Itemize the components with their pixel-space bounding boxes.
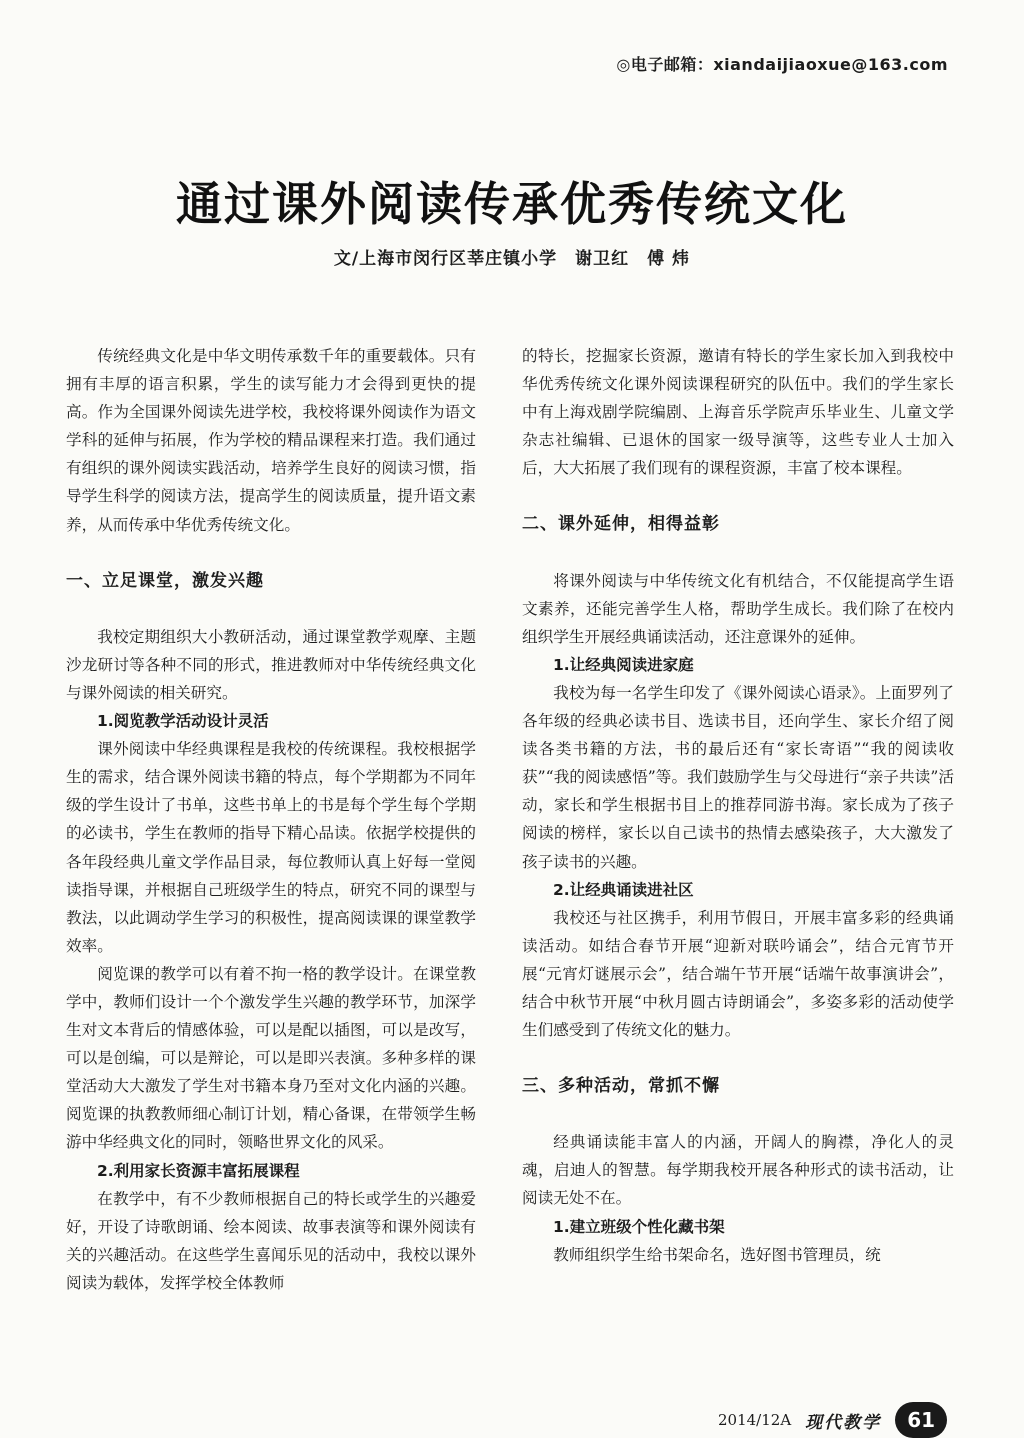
issue-label: 2014/12A [718,1411,792,1429]
right-column [522,342,954,1269]
paragraph: 传统经典文化是中华文明传承数千年的重要载体。只有拥有丰厚的语言积累，学生的读写能力才会得到更快的提高。作为全国课外阅读先进学校，我校将课外阅读作为语文学科的延伸与拓展，作为学校的精品课程来打造。我们通过有组织的课外阅读实践活动，培养学生良好的阅读习惯，指导学生科学的阅读方法，提高学生的阅读质量，提升语文素养，从而传承中华优秀传统文化。 [66,347,476,534]
section-heading: 二、课外延伸，相得益彰 [522,514,720,535]
subsection-heading: 1.阅览教学活动设计灵活 [97,712,269,731]
subsection-heading: 1.建立班级个性化藏书架 [553,1217,725,1236]
paragraph: 阅览课的教学可以有着不拘一格的教学设计。在课堂教学中，教师们设计一个个激发学生兴趣的教学环节，加深学生对文本背后的情感体验，可以是配以插图，可以是改写，可以是创编，可以是辩论，可以是即兴表演。多种多样的课堂活动大大激发了学生对书籍本身乃至对文化内涵的兴趣。阅览课的执教教师细心制订计划，精心备课，在带领学生畅游中华经典文化的同时，领略世界文化的风采。 [66,964,476,1152]
subsection-heading: 2.让经典诵读进社区 [553,880,694,899]
paragraph: 的特长，挖掘家长资源，邀请有特长的学生家长加入到我校中华优秀传统文化课外阅读课程研究的队伍中。我们的学生家长中有上海戏剧学院编剧、上海音乐学院声乐毕业生、儿童文学杂志社编辑、已退休的国家一级导演等，这些专业人士加入后，大大拓展了我们现有的课程资源，丰富了校本课程。 [522,347,954,478]
paragraph: 我校还与社区携手，利用节假日，开展丰富多彩的经典诵读活动。如结合春节开展“迎新对联吟诵会”，结合元宵节开展“元宵灯谜展示会”，结合端午节开展“话端午故事演讲会”，结合中秋节开展“中秋月圆古诗朗诵会”，多姿多彩的活动使学生们感受到了传统文化的魅力。 [522,908,954,1040]
paragraph: 课外阅读中华经典课程是我校的传统课程。我校根据学生的需求，结合课外阅读书籍的特点，每个学期都为不同年级的学生设计了书单，这些书单上的书是每个学生每个学期的必读书，学生在教师的指导下精心品读。依据学校提供的各年段经典儿童文学作品目录，每位教师认真上好每一堂阅读指导课，并根据自己班级学生的特点，研究不同的课型与教法，以此调动学生学习的积极性，提高阅读课的课堂教学效率。 [66,740,476,955]
journal-name: 现代教学 [805,1412,882,1433]
section-heading: 一、立足课堂，激发兴趣 [66,570,264,591]
article-title: 通过课外阅读传承优秀传统文化 [176,177,848,231]
page-number: 61 [895,1402,947,1438]
paragraph: 我校定期组织大小教研活动，通过课堂教学观摩、主题沙龙研讨等各种不同的形式，推进教师对中华传统经典文化与课外阅读的相关研究。 [66,627,476,702]
paragraph: 经典诵读能丰富人的内涵，开阔人的胸襟，净化人的灵魂，启迪人的智慧。每学期我校开展各种形式的读书活动，让阅读无处不在。 [522,1133,954,1208]
paragraph: 在教学中，有不少教师根据自己的特长或学生的兴趣爱好，开设了诗歌朗诵、绘本阅读、故事表演等和课外阅读有关的兴趣活动。在这些学生喜闻乐见的活动中，我校以课外阅读为载体，发挥学校全体教师 [66,1189,476,1292]
paragraph: 我校为每一名学生印发了《课外阅读心语录》。上面罗列了各年级的经典必读书目、选读书目，还向学生、家长介绍了阅读各类书籍的方法，书的最后还有“家长寄语”“我的阅读收获”“我的阅读感悟”等。我们鼓励学生与父母进行“亲子共读”活动，家长和学生根据书目上的推荐同游书海。家长成为了孩子阅读的榜样，家长以自己读书的热情去感染孩子，大大激发了孩子读书的兴趣。 [522,683,954,871]
subsection-heading: 1.让经典阅读进家庭 [553,655,694,674]
email-header: ◎电子邮箱：xiandaijiaoxue@163.com [616,55,948,74]
paragraph: 将课外阅读与中华传统文化有机结合，不仅能提高学生语文素养，还能完善学生人格，帮助学生成长。我们除了在校内组织学生开展经典诵读活动，还注意课外的延伸。 [522,571,954,646]
paragraph: 教师组织学生给书架命名，选好图书管理员，统 [553,1245,881,1264]
article-byline: 文/上海市闵行区莘庄镇小学 谢卫红 傅 炜 [333,249,691,269]
subsection-heading: 2.利用家长资源丰富拓展课程 [97,1161,300,1180]
section-heading: 三、多种活动，常抓不懈 [522,1076,720,1097]
left-column [66,342,476,1297]
